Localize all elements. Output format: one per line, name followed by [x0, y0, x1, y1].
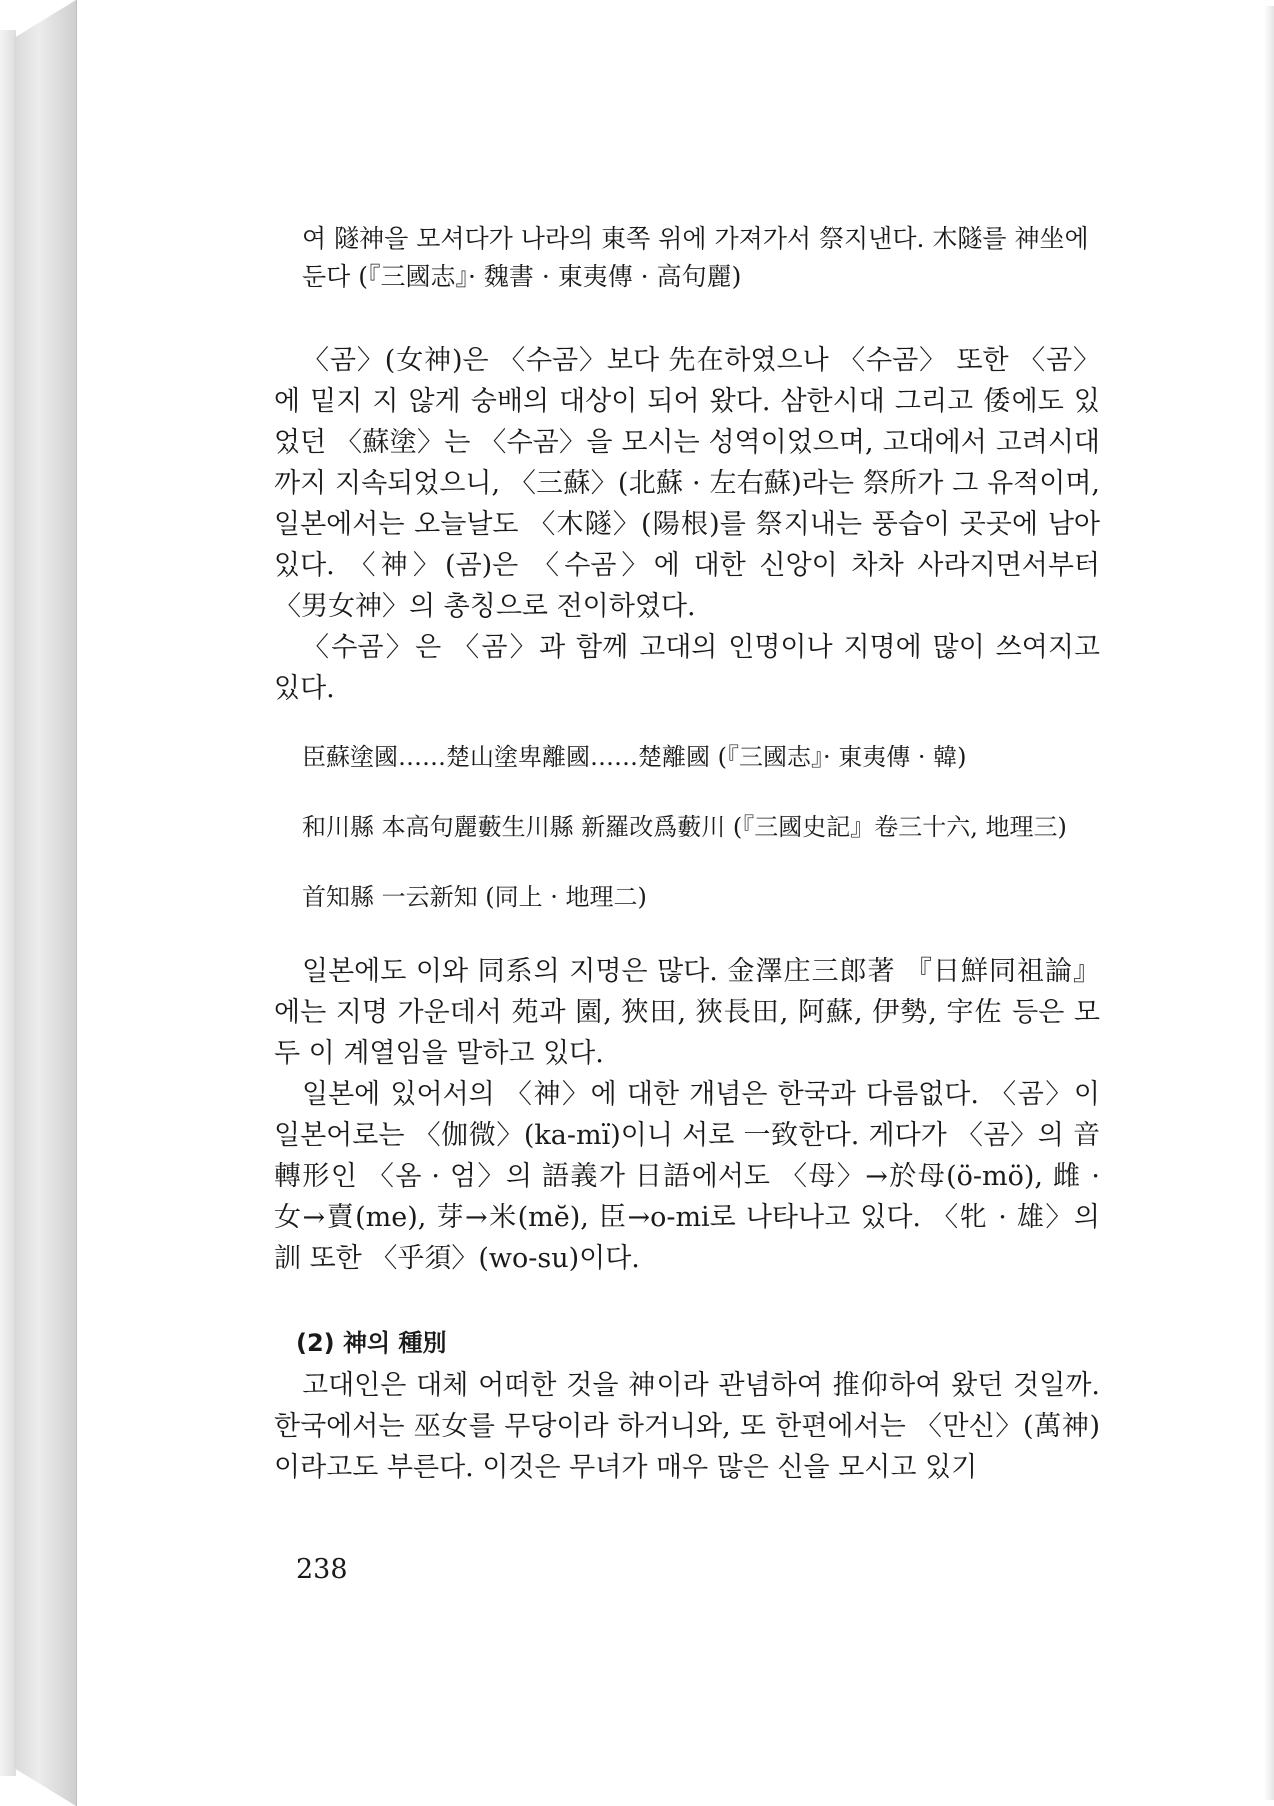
paragraph: 〈곰〉(女神)은 〈수곰〉보다 先在하였으나 〈수곰〉 또한 〈곰〉에 밑지 지 않게 숭배의 대상이 되어 왔다. 삼한시대 그리고 倭에도 있었던 〈蘇塗〉는 〈수곰〉을 모시는 성역이었으며, 고대에서 고려시대까지 지속되었으니, 〈三蘇〉(北蘇 · 左右蘇)라는 祭所가 그 유적이며, 일본에서는 오늘날도 〈木隧〉(陽根)를 祭지내는 풍습이 곳곳에 남아 있다. 〈神〉(곰)은 〈수곰〉에 대한 신앙이 차차 사라지면서부터 〈男女神〉의 총칭으로 전이하였다. — [274, 345, 1100, 622]
page-shadow — [1264, 6, 1274, 1800]
page-edge — [0, 30, 16, 1776]
quote-line: 여 隧神을 모셔다가 나라의 東쪽 위에 가져가서 祭지낸다. 木隧를 神坐에 — [302, 224, 1089, 253]
paragraph: 〈수곰〉은 〈곰〉과 함께 고대의 인명이나 지명에 많이 쓰여지고 있다. — [274, 632, 1100, 704]
paragraph: 고대인은 대체 어떠한 것을 神이라 관념하여 推仰하여 왔던 것일까. 한국에서는 巫女를 무당이라 하거니와, 또 한편에서는 〈만신〉(萬神)이라고도 부른다. 이것은 무녀가 매우 많은 신을 모시고 있기 — [274, 1370, 1100, 1483]
section-heading: (2) 神의 種別 — [296, 1329, 447, 1357]
paragraph: 일본에도 이와 同系의 지명은 많다. 金澤庄三郎著 『日鮮同祖論』에는 지명 가운데서 苑과 園, 狹田, 狹長田, 阿蘇, 伊勢, 宇佐 등은 모두 이 계열임을 말하고 있다. — [274, 956, 1100, 1069]
reference-line: 和川縣 本高句麗藪生川縣 新羅改爲藪川 (『三國史記』卷三十六, 地理三) — [302, 813, 1067, 841]
quote-line: 둔다 (『三國志』· 魏書 · 東夷傳 · 高句麗) — [302, 262, 742, 291]
reference-line: 首知縣 一云新知 (同上 · 地理二) — [302, 883, 647, 911]
page-number: 238 — [296, 1554, 348, 1585]
paragraph: 일본에 있어서의 〈神〉에 대한 개념은 한국과 다름없다. 〈곰〉이 일본어로는 〈伽微〉(ka-mï)이니 서로 一致한다. 게다가 〈곰〉의 音轉形인 〈옴 · 엄〉의 語義가 日語에서도 〈母〉→於母(ö-mö), 雌 · 女→賣(me), 芽→米(mĕ), 臣→o-mi로 나타나고 있다. 〈牝 · 雄〉의 訓 또한 〈乎須〉(wo-su)이다. — [274, 1079, 1100, 1274]
book-spine — [14, 0, 76, 1806]
reference-line: 臣蘇塗國……楚山塗卑離國……楚離國 (『三國志』· 東夷傳 · 韓) — [302, 743, 967, 771]
page-content — [274, 220, 1100, 1488]
quote-block-top — [302, 220, 1100, 296]
